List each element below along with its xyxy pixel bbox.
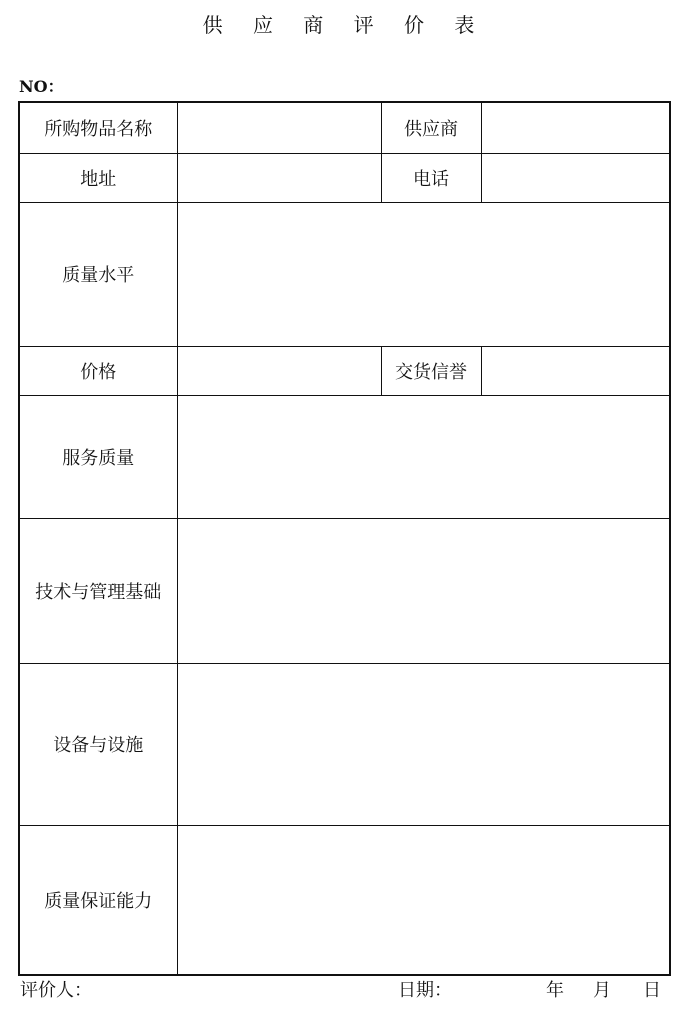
service-quality-field[interactable] bbox=[177, 395, 670, 518]
quality-level-field[interactable] bbox=[177, 202, 670, 346]
table-row bbox=[19, 346, 670, 395]
address-field[interactable] bbox=[177, 153, 381, 202]
supplier-evaluation-table bbox=[18, 101, 671, 976]
tech-management-field[interactable] bbox=[177, 518, 670, 663]
evaluator-label: 评价人： bbox=[20, 980, 92, 1001]
delivery-credit-field[interactable] bbox=[481, 346, 670, 395]
phone-field[interactable] bbox=[481, 153, 670, 202]
delivery-credit-label: 交货信誉 bbox=[381, 346, 481, 395]
table-row bbox=[19, 202, 670, 346]
price-label: 价格 bbox=[19, 346, 177, 395]
service-quality-label: 服务质量 bbox=[19, 395, 177, 518]
qa-capability-label: 质量保证能力 bbox=[19, 825, 177, 975]
date-label: 日期： bbox=[398, 980, 452, 1001]
supplier-field[interactable] bbox=[481, 102, 670, 153]
table-row bbox=[19, 825, 670, 975]
day-label: 日 bbox=[643, 980, 661, 1001]
quality-level-label: 质量水平 bbox=[19, 202, 177, 346]
table-row bbox=[19, 395, 670, 518]
table-row bbox=[19, 153, 670, 202]
price-field[interactable] bbox=[177, 346, 381, 395]
form-number-label: NO： bbox=[19, 77, 64, 96]
table-row bbox=[19, 663, 670, 825]
form-title: 供 应 商 评 价 表 bbox=[202, 13, 487, 37]
equipment-label: 设备与设施 bbox=[19, 663, 177, 825]
qa-capability-field[interactable] bbox=[177, 825, 670, 975]
tech-management-label: 技术与管理基础 bbox=[19, 518, 177, 663]
phone-label: 电话 bbox=[381, 153, 481, 202]
month-label: 月 bbox=[593, 980, 611, 1001]
table-row bbox=[19, 518, 670, 663]
equipment-field[interactable] bbox=[177, 663, 670, 825]
item-name-field[interactable] bbox=[177, 102, 381, 153]
table-row bbox=[19, 102, 670, 153]
year-label: 年 bbox=[546, 980, 564, 1001]
address-label: 地址 bbox=[19, 153, 177, 202]
supplier-label: 供应商 bbox=[381, 102, 481, 153]
item-name-label: 所购物品名称 bbox=[19, 102, 177, 153]
